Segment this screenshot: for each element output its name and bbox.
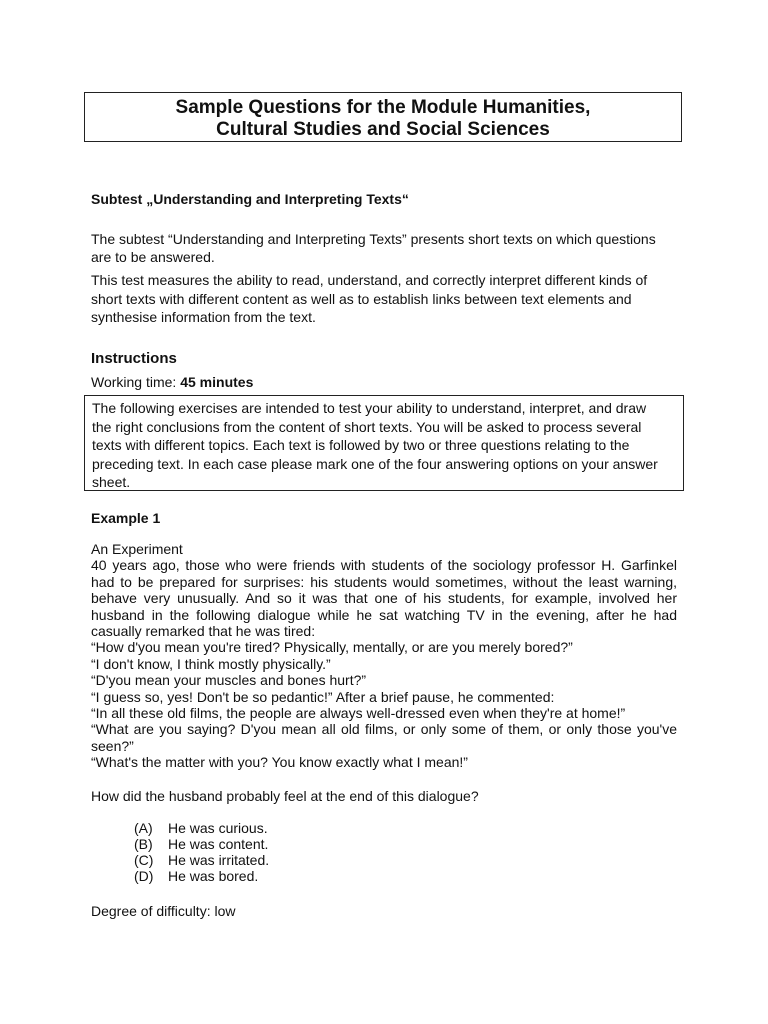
page-title-line-1: Sample Questions for the Module Humanities, [175, 97, 591, 118]
page-title-line-2: Cultural Studies and Social Sciences [216, 119, 550, 140]
instructions-box-line-2: the right conclusions from the content of short texts. You will be asked to process several [92, 418, 642, 435]
example-heading: Example 1 [91, 510, 161, 526]
subtest-paragraph-1-line-2: are to be answered. [91, 248, 215, 265]
subtest-paragraph-2 [91, 271, 647, 327]
answer-option [134, 852, 269, 868]
example-line-7: “I don't know, I think mostly physically.” [91, 655, 331, 672]
instructions-box [84, 395, 684, 491]
working-time [91, 374, 253, 392]
answer-options [134, 820, 269, 884]
example-text-title: An Experiment [91, 541, 183, 557]
option-letter: (B) [134, 836, 153, 852]
subtest-paragraph-1 [91, 231, 656, 266]
subtest-paragraph-1-line-1: The subtest “Understanding and Interpreting Texts” presents short texts on which questions [91, 231, 656, 247]
answer-option [134, 836, 269, 852]
example-line-4: husband in the following dialogue while he sat watching TV in the evening, after he had [91, 606, 677, 623]
example-line-11: “What are you saying? D'you mean all old films, or only some of them, or only those you've [91, 721, 677, 738]
option-text: He was bored. [168, 868, 259, 884]
example-text [91, 541, 677, 771]
example-line-2: had to be prepared for surprises: his students would sometimes, without the least warning, [91, 573, 677, 590]
example-line-10: “In all these old films, the people are always well-dressed even when they're at home!” [91, 705, 626, 722]
subtest-paragraph-2-line-1: This test measures the ability to read, understand, and correctly interpret different kinds of [91, 272, 648, 288]
example-line-6: “How d'you mean you're tired? Physically, mentally, or are you merely bored?” [91, 639, 573, 656]
instructions-box-line-4: preceding text. In each case please mark one of the four answering options on your answer [92, 455, 658, 472]
example-line-8: “D'you mean your muscles and bones hurt?” [91, 672, 367, 689]
instructions-box-line-5: sheet. [92, 474, 131, 490]
difficulty-label: Degree of difficulty: low [91, 903, 236, 919]
subtest-paragraph-2-line-2: short texts with different content as well as to establish links between text elements and [91, 290, 632, 307]
answer-option [134, 820, 269, 836]
option-text: He was content. [168, 836, 269, 852]
instructions-heading: Instructions [91, 350, 177, 367]
title-box [84, 92, 682, 142]
instructions-box-line-1: The following exercises are intended to test your ability to understand, interpret, and draw [92, 400, 647, 416]
example-line-3: behave very unusually. And so it was that one of his students, for example, involved her [91, 590, 677, 607]
subtest-paragraph-2-line-3: synthesise information from the text. [91, 309, 316, 325]
subtest-heading: Subtest „Understanding and Interpreting Texts“ [91, 191, 409, 207]
working-time-label: Working time: [91, 374, 181, 390]
option-letter: (A) [134, 820, 153, 836]
example-line-12: seen?” [91, 737, 134, 754]
example-line-13: “What's the matter with you? You know exactly what I mean!” [91, 754, 468, 771]
example-line-1: 40 years ago, those who were friends with students of the sociology professor H. Garfinkel [91, 557, 677, 574]
example-question: How did the husband probably feel at the end of this dialogue? [91, 788, 479, 804]
option-letter: (D) [134, 868, 154, 884]
instructions-box-line-3: texts with different topics. Each text is followed by two or three questions relating to the [92, 437, 630, 453]
example-line-5: casually remarked that he was tired: [91, 623, 316, 640]
example-line-9: “I guess so, yes! Don't be so pedantic!” After a brief pause, he commented: [91, 688, 555, 705]
option-letter: (C) [134, 852, 154, 868]
option-text: He was irritated. [168, 852, 270, 868]
working-time-value: 45 minutes [180, 374, 254, 390]
answer-option [134, 868, 269, 884]
option-text: He was curious. [168, 820, 268, 836]
